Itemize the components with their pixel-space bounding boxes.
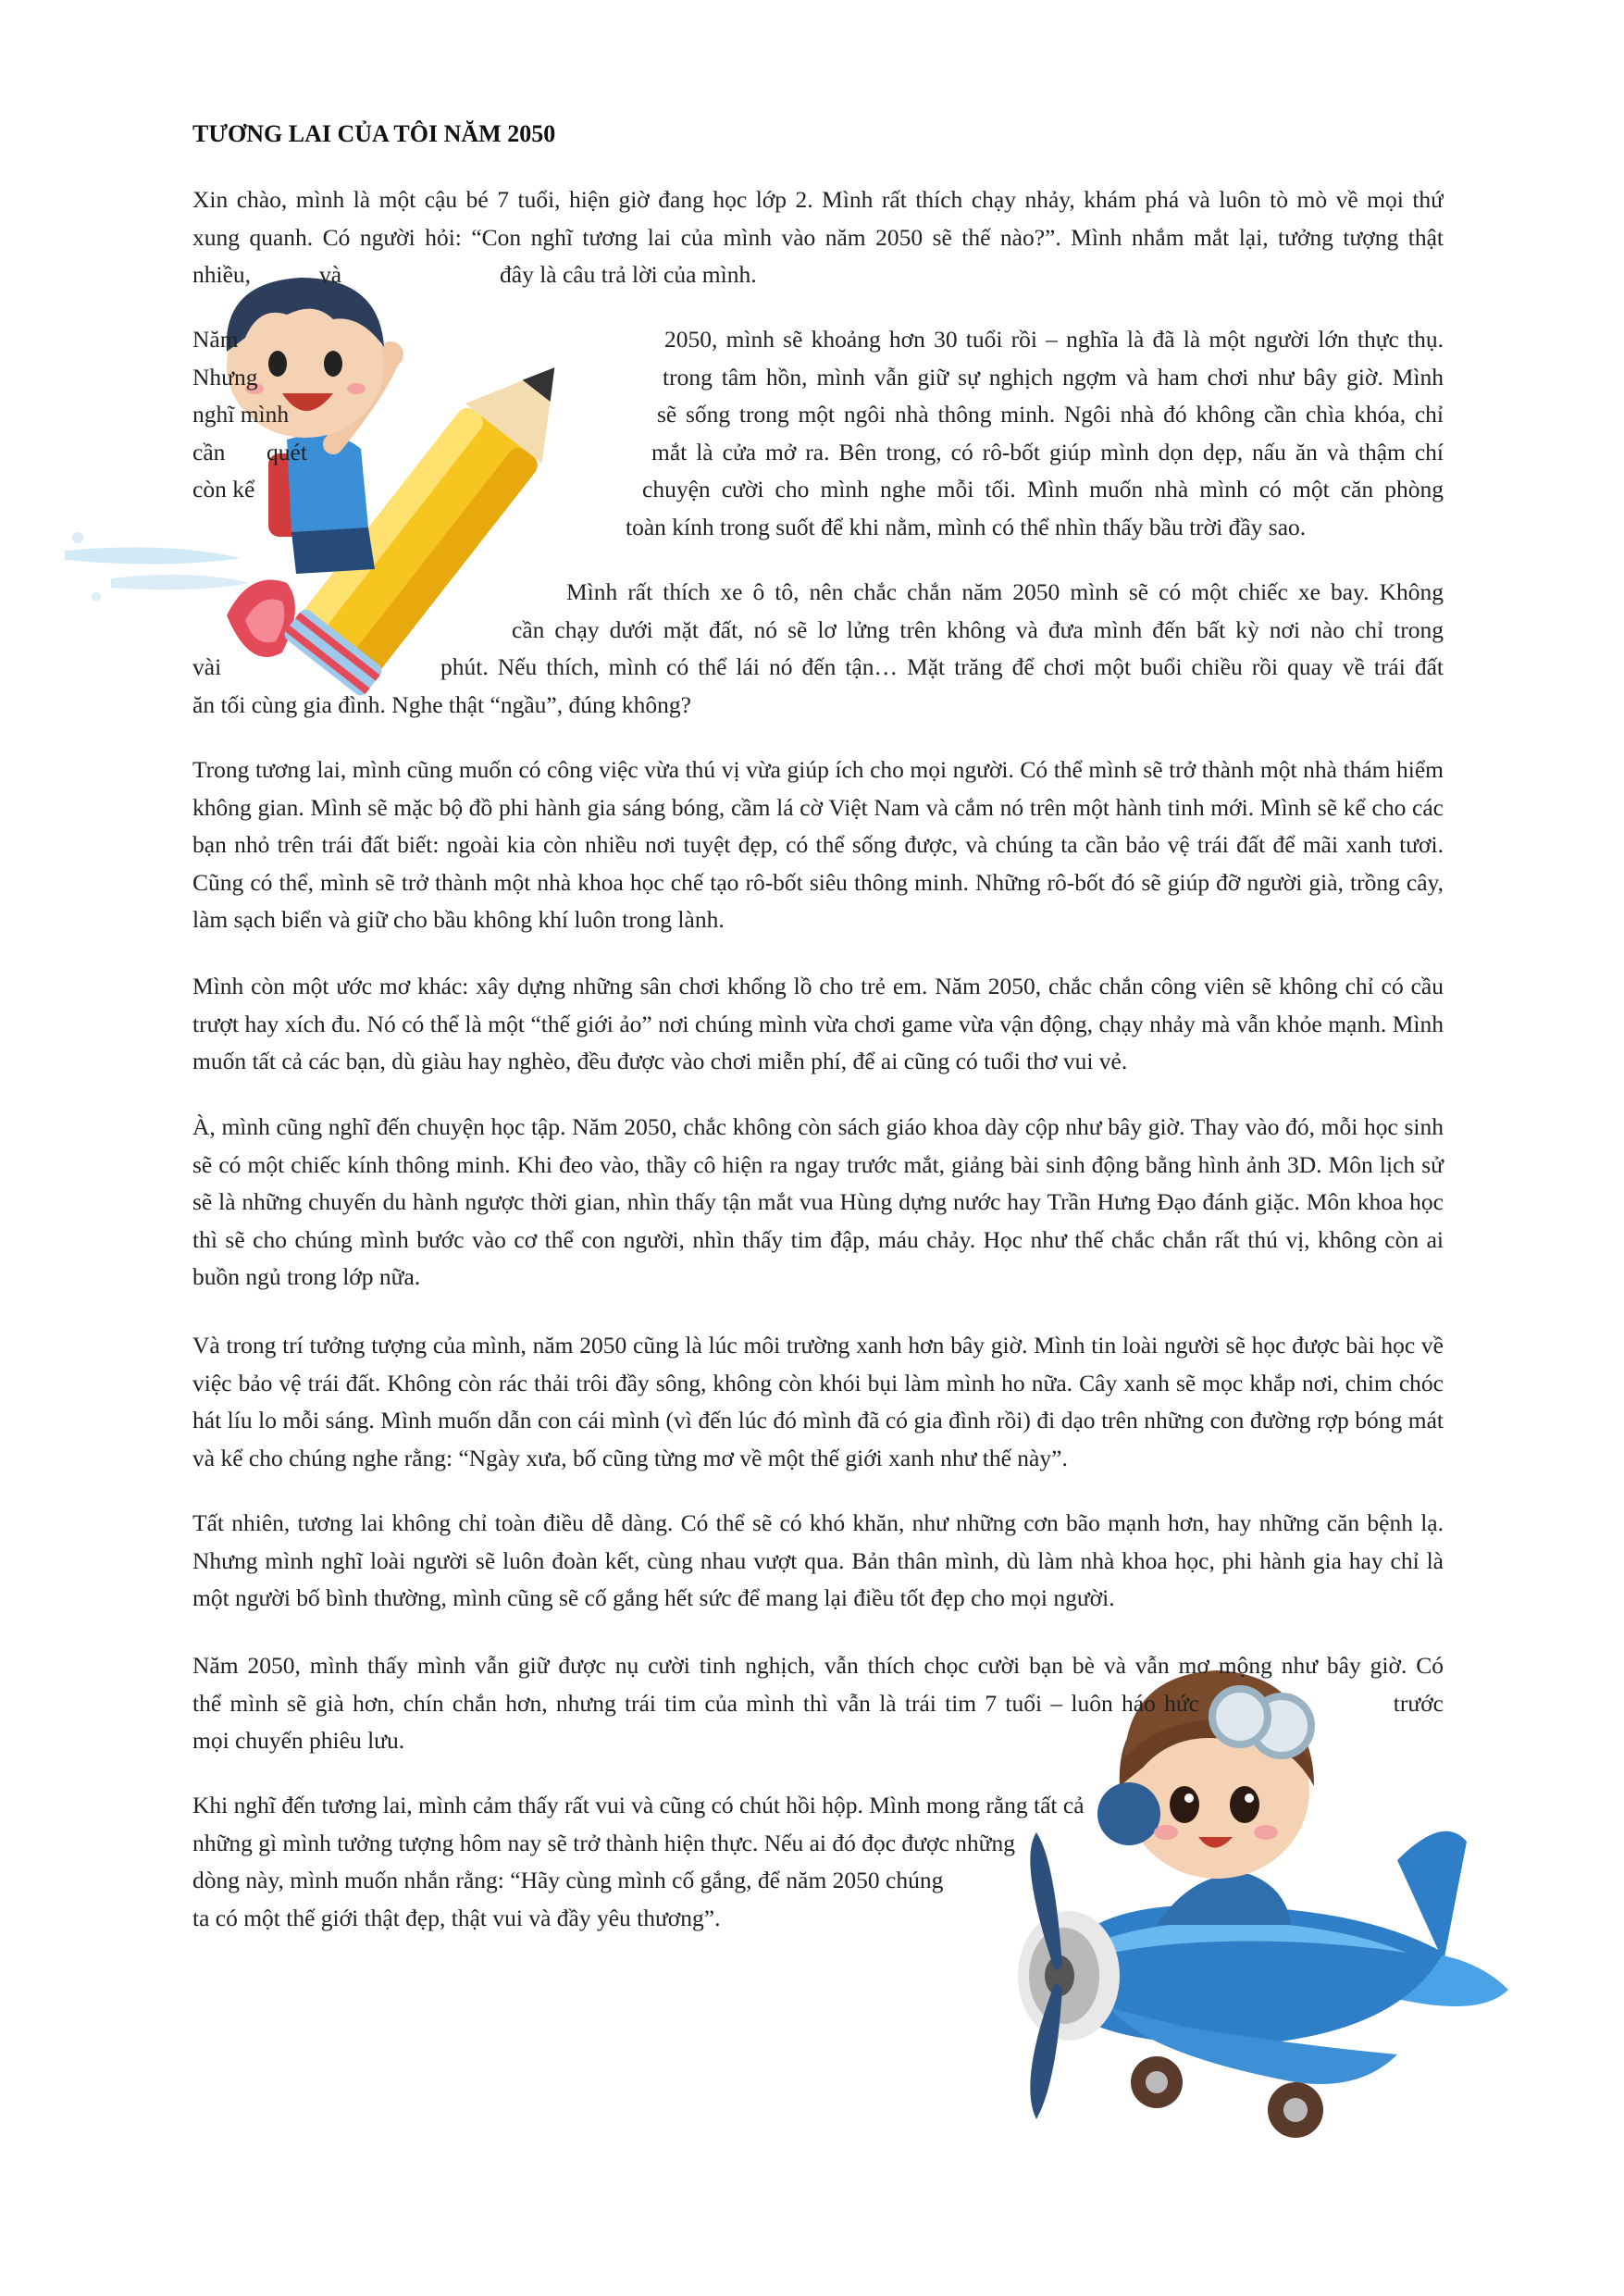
paragraph-2-line-2-part-a: Nhưng	[192, 363, 258, 391]
paragraph-3-line-4: ăn tối cùng gia đình. Nghe thật “ngầu”, đúng không?	[192, 690, 691, 718]
paragraph-2-line-5-part-a: còn kể	[192, 476, 255, 503]
paragraph-4: Trong tương lai, mình cũng muốn có công việc vừa thú vị vừa giúp ích cho mọi người. Có thể mình sẽ trở thành một nhà thám hiểm không gian. Mình sẽ mặc bộ đồ phi hành gia sáng bóng, cầm lá cờ Việt Nam và cắm nó trên một hành tinh mới. Mình sẽ kể cho các bạn nhỏ trên trái đất biết: ngoài kia còn nhiều nơi tuyệt đẹp, có thể sống được, và chúng ta cần bảo vệ trái đất để mãi xanh tươi. Cũng có thể, mình sẽ trở thành một nhà khoa học chế tạo rô-bốt siêu thông minh. Những rô-bốt đó sẽ giúp đỡ người già, trồng cây, làm sạch biển và giữ cho bầu không khí luôn trong lành.	[192, 756, 1444, 933]
paragraph-2-line-6-text: toàn kính trong suốt để khi nằm, mình có thể nhìn thấy bầu trời đầy sao.	[626, 513, 1307, 540]
paragraph-9-line-1: Năm 2050, mình thấy mình vẫn giữ được nụ cười tinh nghịch, vẫn thích chọc cười bạn bè và vẫn mơ mộng như bây giờ. Có	[192, 1652, 1444, 1679]
paragraph-10-line-3: dòng này, mình muốn nhắn rằng: “Hãy cùng mình cố gắng, để năm 2050 chúng	[192, 1867, 944, 1893]
paragraph-2-line-2	[192, 359, 1444, 397]
paragraph-2-line-4-part-a: cần	[192, 438, 226, 465]
paragraph-3	[192, 574, 1444, 724]
paragraph-5: Mình còn một ước mơ khác: xây dựng những sân chơi khổng lồ cho trẻ em. Năm 2050, chắc chắn công viên sẽ không chỉ có cầu trượt hay xích đu. Nó có thể là một “thế giới ảo” nơi chúng mình vừa chơi game vừa vận động, chạy nhảy mà vẫn khỏe mạnh. Mình muốn tất cả các bạn, dù giàu hay nghèo, đều được vào chơi miễn phí, để ai cũng có tuổi thơ vui vẻ.	[192, 973, 1444, 1074]
paragraph-3-line-2-text: cần chạy dưới mặt đất, nó sẽ lơ lửng trên không và đưa mình đến bất kỳ nơi nào chỉ trong	[512, 615, 1444, 643]
paragraph-2-line-3-part-a: nghĩ mình	[192, 401, 290, 428]
paragraph-10	[192, 1787, 1444, 1937]
paragraph-9-line-2-part-b: trước	[1393, 1689, 1444, 1717]
paragraph-9	[192, 1647, 1444, 1760]
paragraph-9-line-2	[192, 1685, 1444, 1723]
paragraph-7: Và trong trí tưởng tượng của mình, năm 2050 cũng là lúc môi trường xanh hơn bây giờ. Mình tin loài người sẽ học được bài học về việc bảo vệ trái đất. Không còn rác thải trôi đầy sông, không còn khói bụi làm mình ho nữa. Cây xanh sẽ mọc khắp nơi, chim chóc hát líu lo mỗi sáng. Mình muốn dẫn con cái mình (vì đến lúc đó mình đã có gia đình rồi) đi dạo trên những con đường rợp bóng mát và kể cho chúng nghe rằng: “Ngày xưa, bố cũng từng mơ về một thế giới xanh như thế này”.	[192, 1332, 1444, 1471]
paragraph-1	[192, 181, 1444, 294]
paragraph-2-line-2-part-b: trong tâm hồn, mình vẫn giữ sự nghịch ngợm và ham chơi như bây giờ. Mình	[663, 363, 1444, 391]
paragraph-2-line-3	[192, 396, 1444, 434]
paragraph-2-line-5	[192, 471, 1444, 509]
paragraph-2-line-1-part-a: Năm	[192, 326, 239, 353]
paragraph-2-line-5-part-b: chuyện cười cho mình nghe mỗi tối. Mình muốn nhà mình có một căn phòng	[642, 476, 1444, 503]
paragraph-10-line-1: Khi nghĩ đến tương lai, mình cảm thấy rất vui và cũng có chút hồi hộp. Mình mong rằng tất cả	[192, 1792, 1085, 1818]
paragraph-1-line-3-part-b: và	[319, 261, 342, 288]
paragraph-2-line-4-part-b: quét	[267, 438, 307, 465]
paragraph-2-line-3-part-b: sẽ sống trong một ngôi nhà thông minh. Ngôi nhà đó không cần chìa khóa, chỉ	[657, 401, 1444, 428]
paragraph-2	[192, 321, 1444, 546]
paragraph-3-line-1-text: Mình rất thích xe ô tô, nên chắc chắn năm 2050 mình sẽ có một chiếc xe bay. Không	[566, 578, 1444, 605]
paragraph-3-line-2	[192, 612, 1444, 650]
paragraph-1-line-1: Xin chào, mình là một cậu bé 7 tuổi, hiện giờ đang học lớp 2. Mình rất thích chạy nhảy, khám phá và luôn tò mò về mọi thứ	[192, 186, 1444, 213]
paragraph-3-line-3-part-b: phút. Nếu thích, mình có thể lái nó đến tận… Mặt trăng để chơi một buổi chiều rồi quay về trái đất	[440, 653, 1444, 680]
document-title: TƯƠNG LAI CỦA TÔI NĂM 2050	[192, 120, 556, 147]
paragraph-2-line-4-part-c: mắt là cửa mở ra. Bên trong, có rô-bốt giúp mình dọn dẹp, nấu ăn và thậm chí	[651, 438, 1444, 465]
paragraph-10-line-2: những gì mình tưởng tượng hôm nay sẽ trở thành hiện thực. Nếu ai đó đọc được những	[192, 1829, 1015, 1856]
paragraph-1-line-3	[192, 256, 1444, 294]
paragraph-2-line-1	[192, 321, 1444, 359]
paragraph-10-line-4: ta có một thế giới thật đẹp, thật vui và đầy yêu thương”.	[192, 1904, 721, 1931]
paragraph-3-line-3	[192, 649, 1444, 687]
paragraph-2-line-4	[192, 434, 1444, 472]
paragraph-3-line-3-part-a: vài	[192, 653, 222, 680]
paragraph-8: Tất nhiên, tương lai không chỉ toàn điều dễ dàng. Có thể sẽ có khó khăn, như những cơn bão mạnh hơn, hay những căn bệnh lạ. Nhưng mình nghĩ loài người sẽ luôn đoàn kết, cùng nhau vượt qua. Bản thân mình, dù làm nhà khoa học, phi hành gia hay chỉ là một người bố bình thường, mình cũng sẽ cố gắng hết sức để mang lại điều tốt đẹp cho mọi người.	[192, 1509, 1444, 1611]
paragraph-1-line-3-part-c: đây là câu trả lời của mình.	[500, 261, 757, 288]
paragraph-1-line-2: xung quanh. Có người hỏi: “Con nghĩ tương lai của mình vào năm 2050 sẽ thế nào?”. Mình nhắm mắt lại, tưởng tượng thật	[192, 223, 1444, 251]
paragraph-9-line-3: mọi chuyến phiêu lưu.	[192, 1727, 405, 1754]
paragraph-1-line-3-part-a: nhiều,	[192, 261, 252, 288]
paragraph-9-line-2-part-a: thể mình sẽ già hơn, chín chắn hơn, nhưng trái tim của mình thì vẫn là trái tim 7 tuổi – luôn háo hức	[192, 1689, 1199, 1717]
paragraph-6: À, mình cũng nghĩ đến chuyện học tập. Năm 2050, chắc không còn sách giáo khoa dày cộp như bây giờ. Thay vào đó, mỗi học sinh sẽ có một chiếc kính thông minh. Khi đeo vào, thầy cô hiện ra ngay trước mắt, giảng bài sinh động bằng hình ảnh 3D. Môn lịch sử sẽ là những chuyến du hành ngược thời gian, nhìn thấy tận mắt vua Hùng dựng nước hay Trần Hưng Đạo đánh giặc. Môn khoa học thì sẽ cho chúng mình bước vào cơ thể con người, nhìn thấy tim đập, máu chảy. Học như thế chắc chắn rất thú vị, không còn ai buồn ngủ trong lớp nữa.	[192, 1113, 1444, 1290]
paragraph-2-line-6	[192, 509, 1444, 547]
paragraph-2-line-1-part-b: 2050, mình sẽ khoảng hơn 30 tuổi rồi – nghĩa là đã là một người lớn thực thụ.	[664, 326, 1444, 353]
paragraph-3-line-1	[192, 574, 1444, 612]
